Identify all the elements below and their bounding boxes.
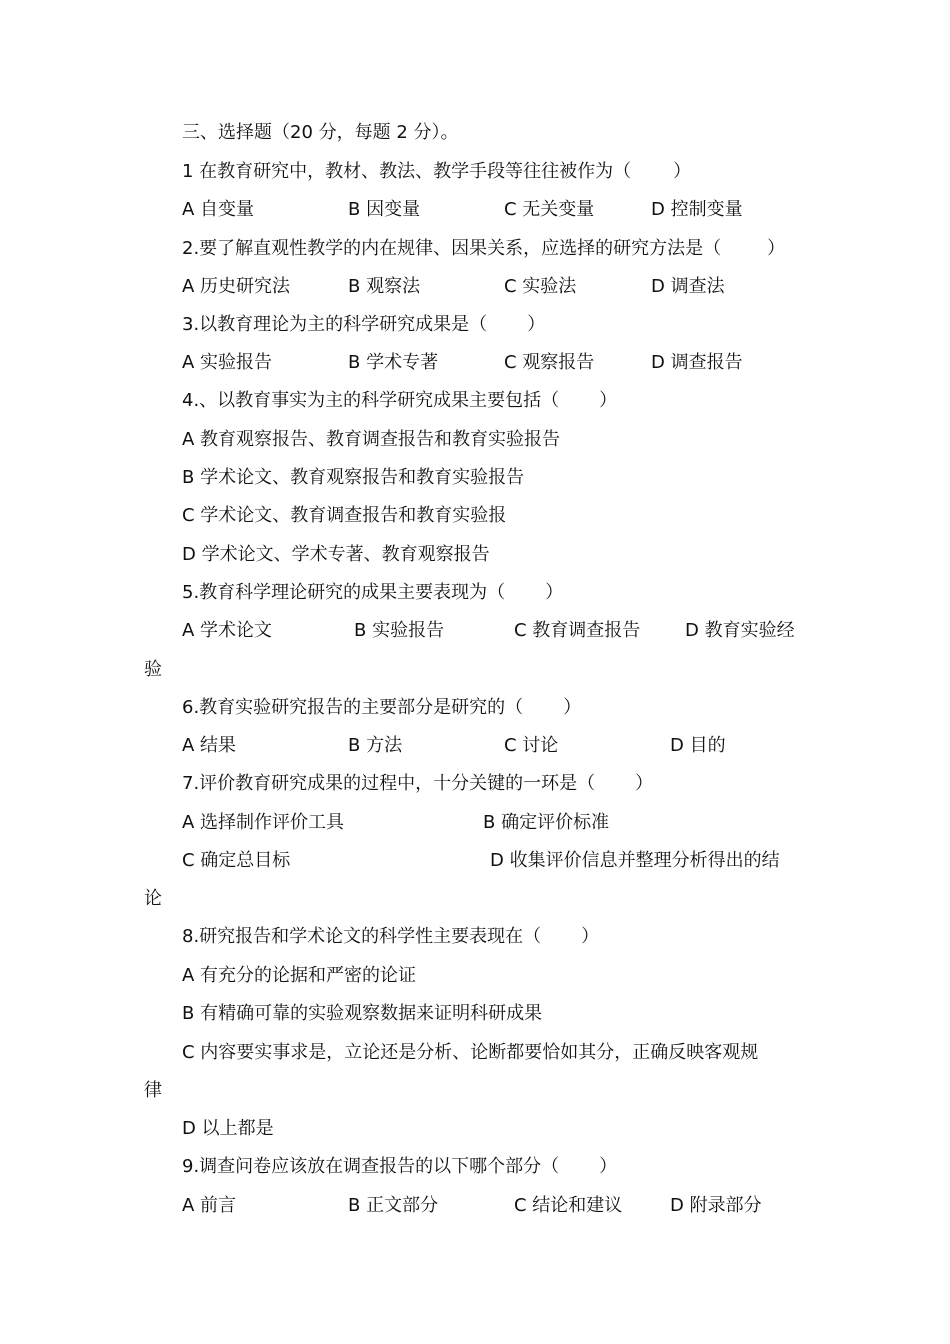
question-4-close: ） [599,390,618,411]
question-8-close: ） [581,926,600,947]
q6-option-b: B 方法 [348,735,403,756]
q5-option-a: A 学术论文 [182,620,273,641]
question-3-stem: 3.以教育理论为主的科学研究成果是（ [182,314,488,335]
question-2-close: ） [767,238,786,259]
q8-option-c-wrap: 律 [144,1080,162,1101]
question-5-close: ） [545,582,564,603]
q1-option-b: B 因变量 [348,199,421,220]
q9-option-b: B 正文部分 [348,1195,439,1216]
question-9-options [182,1191,802,1221]
q5-option-d: D 教育实验经 [685,620,795,641]
question-6-stem: 6.教育实验研究报告的主要部分是研究的（ [182,697,524,718]
q9-option-a: A 前言 [182,1195,237,1216]
question-8 [182,922,599,952]
question-1-close: ） [673,161,692,182]
q7-option-c: C 确定总目标 [182,850,291,871]
q6-option-d: D 目的 [670,735,726,756]
q7-option-b: B 确定评价标准 [483,812,610,833]
q2-option-c: C 实验法 [504,276,577,297]
q4-option-c: C 学术论文、教育调查报告和教育实验报 [182,505,507,526]
question-7-close: ） [635,773,654,794]
q3-option-d: D 调查报告 [651,352,743,373]
question-1-stem: 1 在教育研究中，教材、教法、教学手段等往往被作为（ [182,161,632,182]
question-1-options [182,195,802,225]
q1-option-a: A 自变量 [182,199,255,220]
q8-option-b: B 有精确可靠的实验观察数据来证明科研成果 [182,1003,543,1024]
question-2-options [182,272,802,302]
question-7-stem: 7.评价教育研究成果的过程中，十分关键的一环是（ [182,773,596,794]
q7-option-d-wrap: 论 [144,888,162,909]
question-2-stem: 2.要了解直观性教学的内在规律、因果关系，应选择的研究方法是（ [182,238,722,259]
q2-option-b: B 观察法 [348,276,421,297]
question-1 [182,157,691,187]
q7-option-a: A 选择制作评价工具 [182,812,345,833]
question-9-stem: 9.调查问卷应该放在调查报告的以下哪个部分（ [182,1156,560,1177]
q9-option-d: D 附录部分 [670,1195,762,1216]
question-3-options [182,348,802,378]
question-2 [182,234,785,264]
question-9 [182,1152,617,1182]
q6-option-a: A 结果 [182,735,237,756]
q4-option-a: A 教育观察报告、教育调查报告和教育实验报告 [182,429,561,450]
q3-option-b: B 学术专著 [348,352,439,373]
q5-option-b: B 实验报告 [354,620,445,641]
question-4-stem: 4.、以教育事实为主的科学研究成果主要包括（ [182,390,560,411]
question-7-options-row-2 [182,846,822,876]
question-7 [182,769,653,799]
q9-option-c: C 结论和建议 [514,1195,623,1216]
q8-option-a: A 有充分的论据和严密的论证 [182,965,417,986]
q8-option-d: D 以上都是 [182,1118,274,1139]
q4-option-d: D 学术论文、学术专著、教育观察报告 [182,544,490,565]
q3-option-a: A 实验报告 [182,352,273,373]
question-8-stem: 8.研究报告和学术论文的科学性主要表现在（ [182,926,542,947]
question-5-options [182,616,822,646]
question-3 [182,310,545,340]
question-9-close: ） [599,1156,618,1177]
question-4 [182,386,617,416]
q2-option-d: D 调查法 [651,276,725,297]
q8-option-c: C 内容要实事求是，立论还是分析、论断都要恰如其分，正确反映客观规 [182,1042,759,1063]
q7-option-d: D 收集评价信息并整理分析得出的结 [490,850,780,871]
question-5 [182,578,563,608]
question-3-close: ） [527,314,546,335]
q4-option-b: B 学术论文、教育观察报告和教育实验报告 [182,467,525,488]
question-6-options [182,731,802,761]
section-title: 三、选择题（20 分，每题 2 分）。 [182,122,459,143]
q1-option-d: D 控制变量 [651,199,743,220]
q5-option-d-wrap: 验 [144,659,162,680]
q2-option-a: A 历史研究法 [182,276,291,297]
q3-option-c: C 观察报告 [504,352,595,373]
q6-option-c: C 讨论 [504,735,559,756]
q5-option-c: C 教育调查报告 [514,620,641,641]
q1-option-c: C 无关变量 [504,199,595,220]
question-7-options-row-1 [182,808,802,838]
question-5-stem: 5.教育科学理论研究的成果主要表现为（ [182,582,506,603]
question-6 [182,693,581,723]
question-6-close: ） [563,697,582,718]
